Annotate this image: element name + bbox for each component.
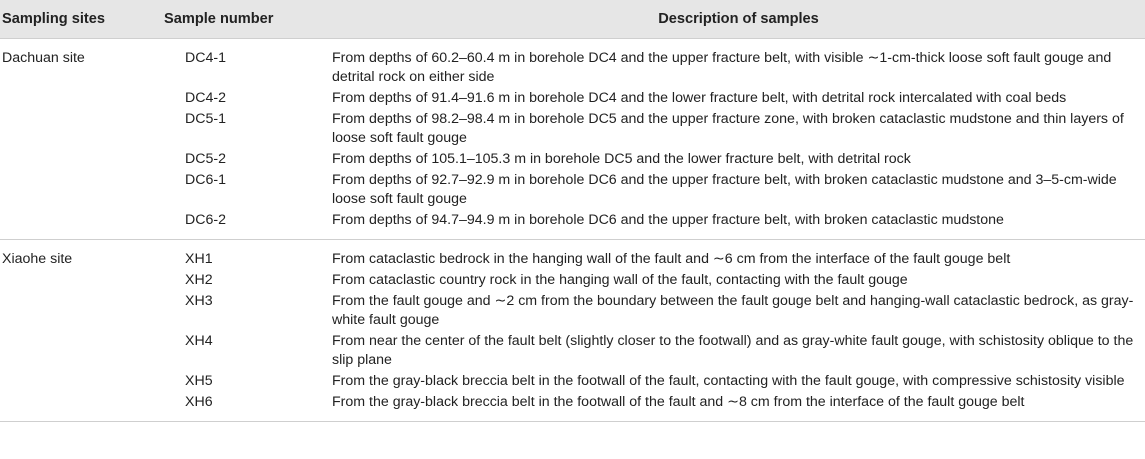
header-sampling-sites: Sampling sites	[0, 0, 160, 39]
table-row	[0, 149, 1145, 170]
sample-number: XH5	[185, 373, 213, 389]
sample-description: From near the center of the fault belt (slightly closer to the footwall) and as gray-white fault gouge, with schistosity oblique to the slip plane	[332, 333, 1134, 368]
sample-description: From the gray-black breccia belt in the footwall of the fault, contacting with the fault gouge, with compressive schistosity visible	[332, 373, 1125, 389]
group-dachuan	[0, 39, 1145, 240]
table-row	[0, 39, 1145, 89]
site-empty	[0, 170, 160, 210]
site-empty	[0, 331, 160, 371]
sample-description: From the fault gouge and ∼2 cm from the boundary between the fault gouge belt and hanging-wall cataclastic bedrock, as gray-white fault gouge	[332, 293, 1134, 328]
table-row	[0, 240, 1145, 271]
header-sample-number: Sample number	[160, 0, 332, 39]
sample-description: From depths of 60.2–60.4 m in borehole DC4 and the upper fracture belt, with visible ∼1-cm-thick loose soft fault gouge and detrital rock on either side	[332, 50, 1112, 85]
table-row	[0, 392, 1145, 422]
sample-number: XH6	[160, 392, 332, 422]
sample-number: XH2	[185, 272, 213, 288]
sample-description: From depths of 94.7–94.9 m in borehole DC6 and the upper fracture belt, with broken cataclastic mudstone	[332, 212, 1004, 228]
sample-number: XH3	[185, 293, 213, 309]
table-row	[0, 291, 1145, 331]
sample-number: DC6-2	[185, 212, 226, 228]
sample-description: From the gray-black breccia belt in the footwall of the fault and ∼8 cm from the interface of the fault gouge belt	[332, 392, 1145, 422]
site-empty	[0, 210, 160, 240]
table-row	[0, 88, 1145, 109]
sample-number: DC6-1	[185, 172, 226, 188]
sample-description: From depths of 92.7–92.9 m in borehole DC6 and the upper fracture belt, with broken cataclastic mudstone and 3–5-cm-wide loose soft fault gouge	[332, 172, 1117, 207]
sample-number: XH1	[160, 240, 332, 271]
site-empty	[0, 291, 160, 331]
sample-number: XH4	[185, 333, 213, 349]
table-row	[0, 210, 1145, 240]
site-label: Xiaohe site	[0, 240, 160, 271]
table-row	[0, 270, 1145, 291]
site-empty	[0, 392, 160, 422]
sample-number: DC5-2	[185, 151, 226, 167]
header-description: Description of samples	[332, 0, 1145, 39]
sample-number: DC5-1	[185, 111, 226, 127]
sample-description: From depths of 98.2–98.4 m in borehole DC5 and the upper fracture zone, with broken cataclastic mudstone and thin layers of loose soft fault gouge	[332, 111, 1124, 146]
table-row	[0, 109, 1145, 149]
table-row	[0, 331, 1145, 371]
site-empty	[0, 149, 160, 170]
sample-number: DC4-1	[185, 50, 226, 66]
header-row	[0, 0, 1145, 39]
table-header	[0, 0, 1145, 39]
sample-description: From cataclastic bedrock in the hanging wall of the fault and ∼6 cm from the interface of the fault gouge belt	[332, 240, 1145, 271]
sample-number: DC4-2	[185, 90, 226, 106]
site-label: Dachuan site	[2, 50, 85, 66]
site-empty	[0, 88, 160, 109]
sample-description: From depths of 91.4–91.6 m in borehole DC4 and the lower fracture belt, with detrital rock intercalated with coal beds	[332, 90, 1067, 106]
table-row	[0, 371, 1145, 392]
group-xiaohe	[0, 240, 1145, 422]
sample-description: From cataclastic country rock in the hanging wall of the fault, contacting with the fault gouge	[332, 272, 908, 288]
sample-description: From depths of 105.1–105.3 m in borehole DC5 and the lower fracture belt, with detrital rock	[332, 151, 911, 167]
site-empty	[0, 371, 160, 392]
site-empty	[0, 109, 160, 149]
table-row	[0, 170, 1145, 210]
site-empty	[0, 270, 160, 291]
